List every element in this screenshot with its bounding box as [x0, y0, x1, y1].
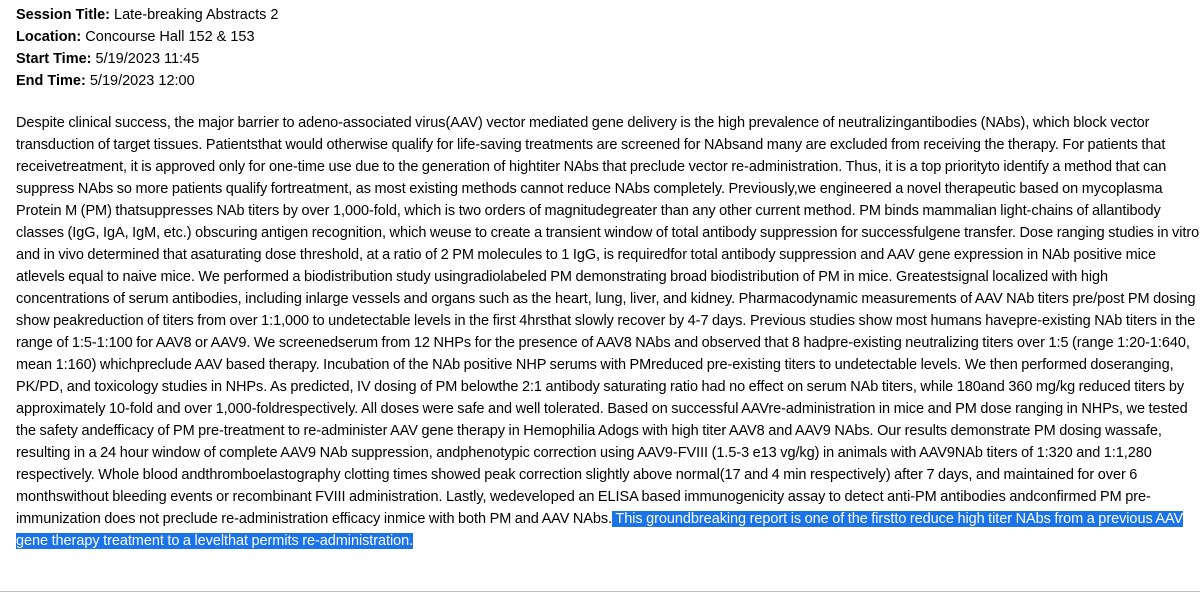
session-title-row	[16, 4, 1200, 26]
session-title-label: Session Title:	[16, 7, 111, 23]
end-time-value: 5/19/2023 12:00	[89, 73, 195, 89]
start-time-value: 5/19/2023 11:45	[95, 51, 200, 67]
session-metadata	[16, 4, 1200, 92]
start-time-label: Start Time:	[16, 51, 92, 67]
document-page	[16, 0, 1200, 552]
end-time-label: End Time:	[16, 73, 86, 89]
location-label: Location:	[16, 29, 82, 45]
location-row	[16, 26, 1200, 48]
abstract-text[interactable]	[16, 112, 1200, 552]
location-value: Concourse Hall 152 & 153	[85, 29, 255, 45]
abstract-body[interactable]: Despite clinical success, the major barrier to adeno-associated virus(AAV) vector mediated gene delivery is the high prevalence of neutralizingantibodies (NAbs), which block vector transduction of target tissues. Patientsthat would otherwise qualify for life-saving treatments are screened for NAbsand many are excluded from receiving the therapy. For patients that receivetreatment, it is approved only for one-time use due to the generation of hightiter NAbs that preclude vector re-administration. Thus, it is a top priorityto identify a method that can suppress NAbs so more patients qualify fortreatment, as most existing methods cannot reduce NAbs completely. Previously,we engineered a novel therapeutic based on mycoplasma Protein M (PM) thatsuppresses NAb titers by over 1,000-fold, which is two orders of magnitudegreater than any other current method. PM binds mammalian light-chains of allantibody classes (IgG, IgA, IgM, etc.) obscuring antigen recognition, which weuse to create a transient window of total antibody suppression for successfulgene transfer. Dose ranging studies in vitro and in vivo determined that asaturating dose threshold, at a ratio of 2 PM molecules to 1 IgG, is requiredfor total antibody suppression and AAV gene expression in NAb positive mice atlevels equal to naive mice. We performed a biodistribution study usingradiolabeled PM demonstrating broad biodistribution of PM in mice. Greatestsignal localized with high concentrations of serum antibodies, including inlarge vessels and organs such as the heart, lung, liver, and kidney. Pharmacodynamic measurements of AAV NAb titers pre/post PM dosing show peakreduction of titers from over 1:1,000 to undetectable levels in the first 4hrsthat slowly recover by 4-7 days. Previous studies show most humans havepre-existing NAb titers in the range of 1:5-1:100 for AAV8 or AAV9. We screenedserum from 12 NHPs for the presence of AAV8 NAbs and observed that 8 hadpre-existing neutralizing titers over 1:5 (range 1:20-1:640, mean 1:160) whichpreclude AAV based therapy. Incubation of the NAb positive NHP serums with PMreduced pre-existing titers to undetectable levels. We then performed doseranging, PK/PD, and toxicology studies in NHPs. As predicted, IV dosing of PM belowthe 2:1 antibody saturating ratio had no effect on serum NAb titers, while 180and 360 mg/kg reduced titers by approximately 10-fold and over 1,000-foldrespectively. All doses were safe and well tolerated. Based on successful AAVre-administration in mice and PM dose ranging in NHPs, we tested the safety andefficacy of PM pre-treatment to re-administer AAV gene therapy in Hemophilia Adogs with high titer AAV8 and AAV9 NAbs. Our results demonstrate PM dosing wassafe, resulting in a 24 hour window of complete AAV9 NAb suppression, andphenotypic correction using AAV9-FVIII (1.5-3 e13 vg/kg) in animals with AAV9NAb titers of 1:320 and 1:1,280 respectively. Whole blood andthromboelastography clotting times showed peak correction slightly above normal(17 and 4 min respectively) after 7 days, and maintained for over 6 monthswithout bleeding events or recombinant FVIII administration. Lastly, wedeveloped an ELISA based immunogenicity assay to detect anti-PM antibodies andconfirmed PM pre-immunization does not preclude re-administration efficacy inmice with both PM and AAV NAbs.	[16, 115, 1200, 527]
session-title-value: Late-breaking Abstracts 2	[114, 7, 279, 23]
bottom-divider	[0, 591, 1200, 592]
start-time-row	[16, 48, 1200, 70]
selected-text-highlight[interactable]: This groundbreaking report is one of the firstto reduce high titer NAbs from a previous AAV gene therapy treatment to a levelthat permits re-administration.	[16, 511, 1184, 549]
end-time-row	[16, 70, 1200, 92]
